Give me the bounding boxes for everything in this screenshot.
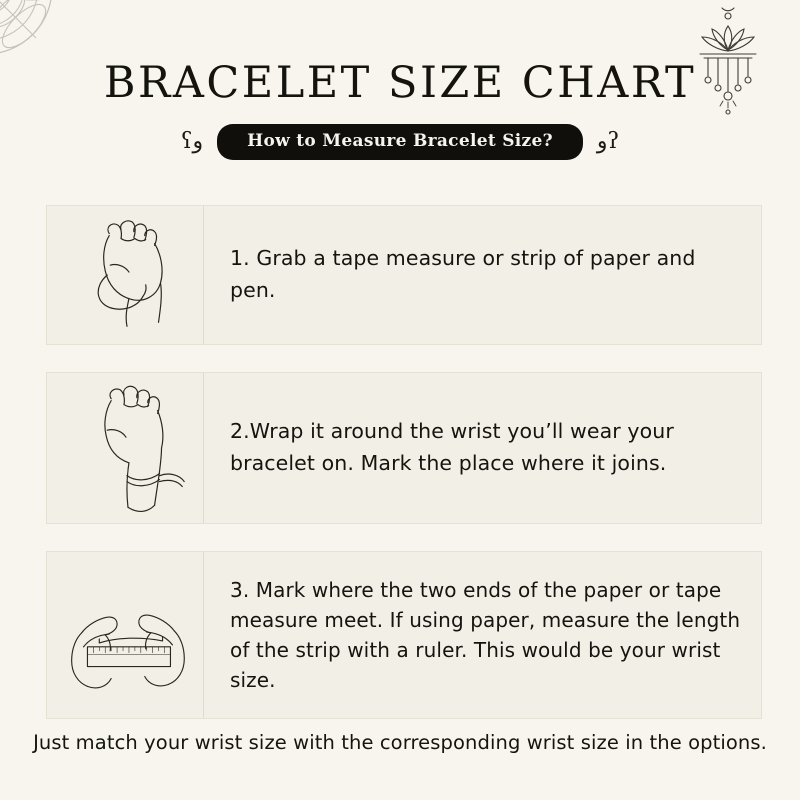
hands-measuring-strip-with-ruler-illustration (47, 552, 204, 718)
step-text: 2.Wrap it around the wrist you’ll wear your bracelet on. Mark the place where it joins. (230, 419, 674, 475)
step-text: 3. Mark where the two ends of the paper or tape measure meet. If using paper, measure the length of the strip with a ruler. This would be your wrist size. (230, 578, 741, 692)
steps-list (46, 205, 762, 746)
footer-note: Just match your wrist size with the corresponding wrist size in the options. (33, 731, 767, 754)
subtitle-row (0, 124, 800, 160)
page-title: BRACELET SIZE CHART (103, 58, 697, 108)
tape-measure-wrapped-around-wrist-illustration (47, 373, 204, 523)
hand-holding-tape-measure-illustration (47, 206, 204, 344)
flourish-right-icon: وʔ (596, 129, 620, 154)
step-text: 1. Grab a tape measure or strip of paper and pen. (230, 246, 696, 302)
subtitle-pill: How to Measure Bracelet Size? (217, 124, 583, 160)
list-item (46, 205, 762, 345)
list-item (46, 551, 762, 719)
flourish-left-icon: ʕو (180, 129, 204, 154)
list-item (46, 372, 762, 524)
